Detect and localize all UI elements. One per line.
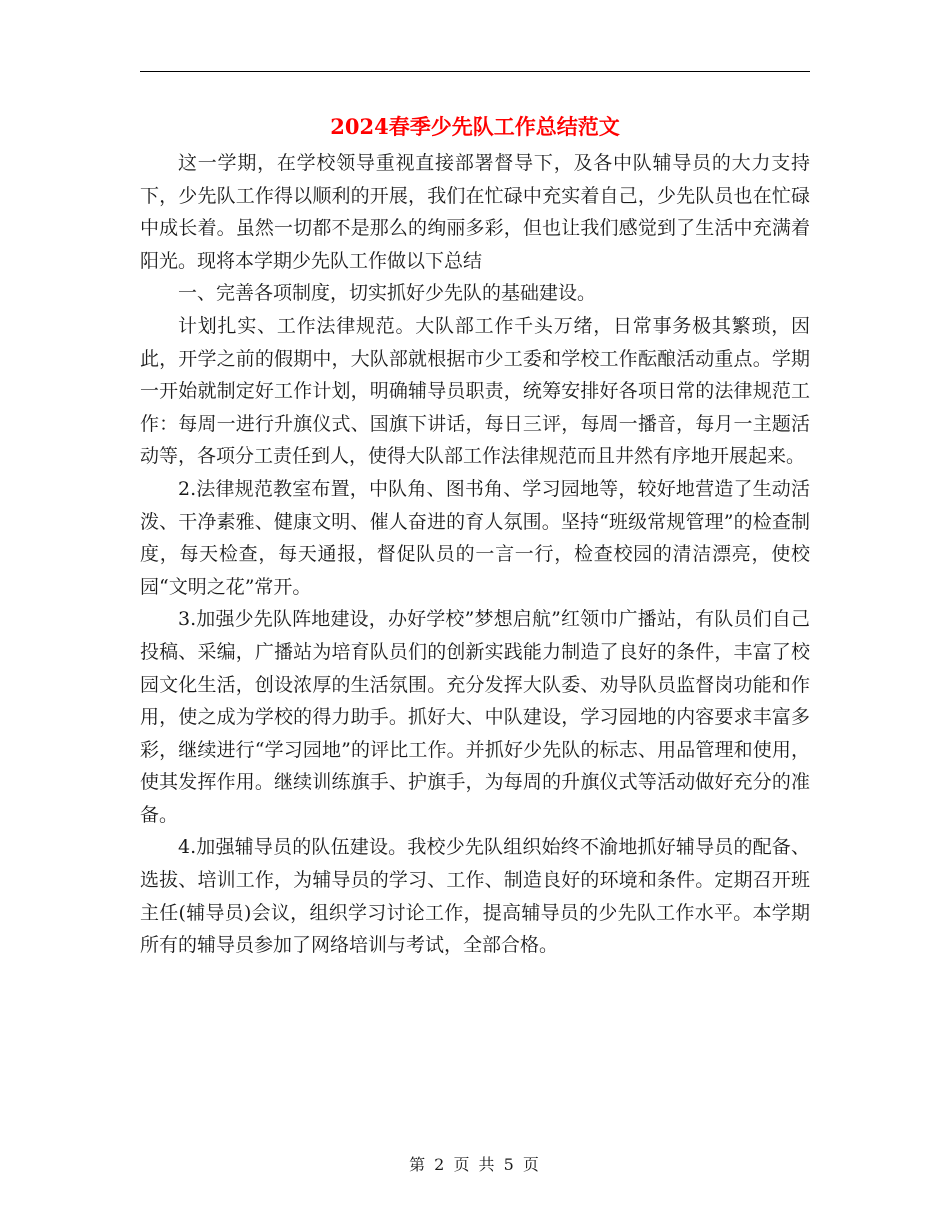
body-paragraph-intro: 这一学期，在学校领导重视直接部署督导下，及各中队辅导员的大力支持下，少先队工作得以顺利的开展，我们在忙碌中充实着自己，少先队员也在忙碌中成长着。虽然一切都不是那么的绚丽多彩，但也让我们感觉到了生活中充满着阳光。现将本学期少先队工作做以下总结 [140, 152, 810, 272]
document-body [140, 147, 810, 962]
body-paragraph-4: 4.加强辅导员的队伍建设。我校少先队组织始终不渝地抓好辅导员的配备、选拔、培训工作，为辅导员的学习、工作、制造良好的环境和条件。定期召开班主任(辅导员)会议，组织学习讨论工作，提高辅导员的少先队工作水平。本学期所有的辅导员参加了网络培训与考试，全部合格。 [140, 836, 810, 957]
document-title: 2024春季少先队工作总结范文 [330, 114, 620, 139]
page-number-footer: 第 2 页 共 5 页 [409, 1155, 541, 1174]
header-rule [140, 71, 810, 72]
body-paragraph-2: 2.法律规范教室布置，中队角、图书角、学习园地等，较好地营造了生动活泼、干净素雅、健康文明、催人奋进的育人氛围。坚持“班级常规管理”的检查制度，每天检查，每天通报，督促队员的一言一行，检查校园的清洁漂亮，使校园“文明之花”常开。 [140, 477, 810, 598]
body-paragraph-3: 3.加强少先队阵地建设，办好学校”梦想启航”红领巾广播站，有队员们自己投稿、采编，广播站为培育队员们的创新实践能力制造了良好的条件，丰富了校园文化生活，创设浓厚的生活氛围。充分发挥大队委、劝导队员监督岗功能和作用，使之成为学校的得力助手。抓好大、中队建设，学习园地的内容要求丰富多彩，继续进行“学习园地”的评比工作。并抓好少先队的标志、用品管理和使用，使其发挥作用。继续训练旗手、护旗手，为每周的升旗仪式等活动做好充分的准备。 [140, 608, 810, 826]
body-paragraph-plan: 计划扎实、工作法律规范。大队部工作千头万绪，日常事务极其繁琐，因此，开学之前的假期中，大队部就根据市少工委和学校工作酝酿活动重点。学期一开始就制定好工作计划，明确辅导员职责，统筹安排好各项日常的法律规范工作：每周一进行升旗仪式、国旗下讲话，每日三评，每周一播音，每月一主题活动等，各项分工责任到人，使得大队部工作法律规范而且井然有序地开展起来。 [140, 314, 810, 468]
section-heading-1: 一、完善各项制度，切实抓好少先队的基础建设。 [178, 282, 597, 305]
